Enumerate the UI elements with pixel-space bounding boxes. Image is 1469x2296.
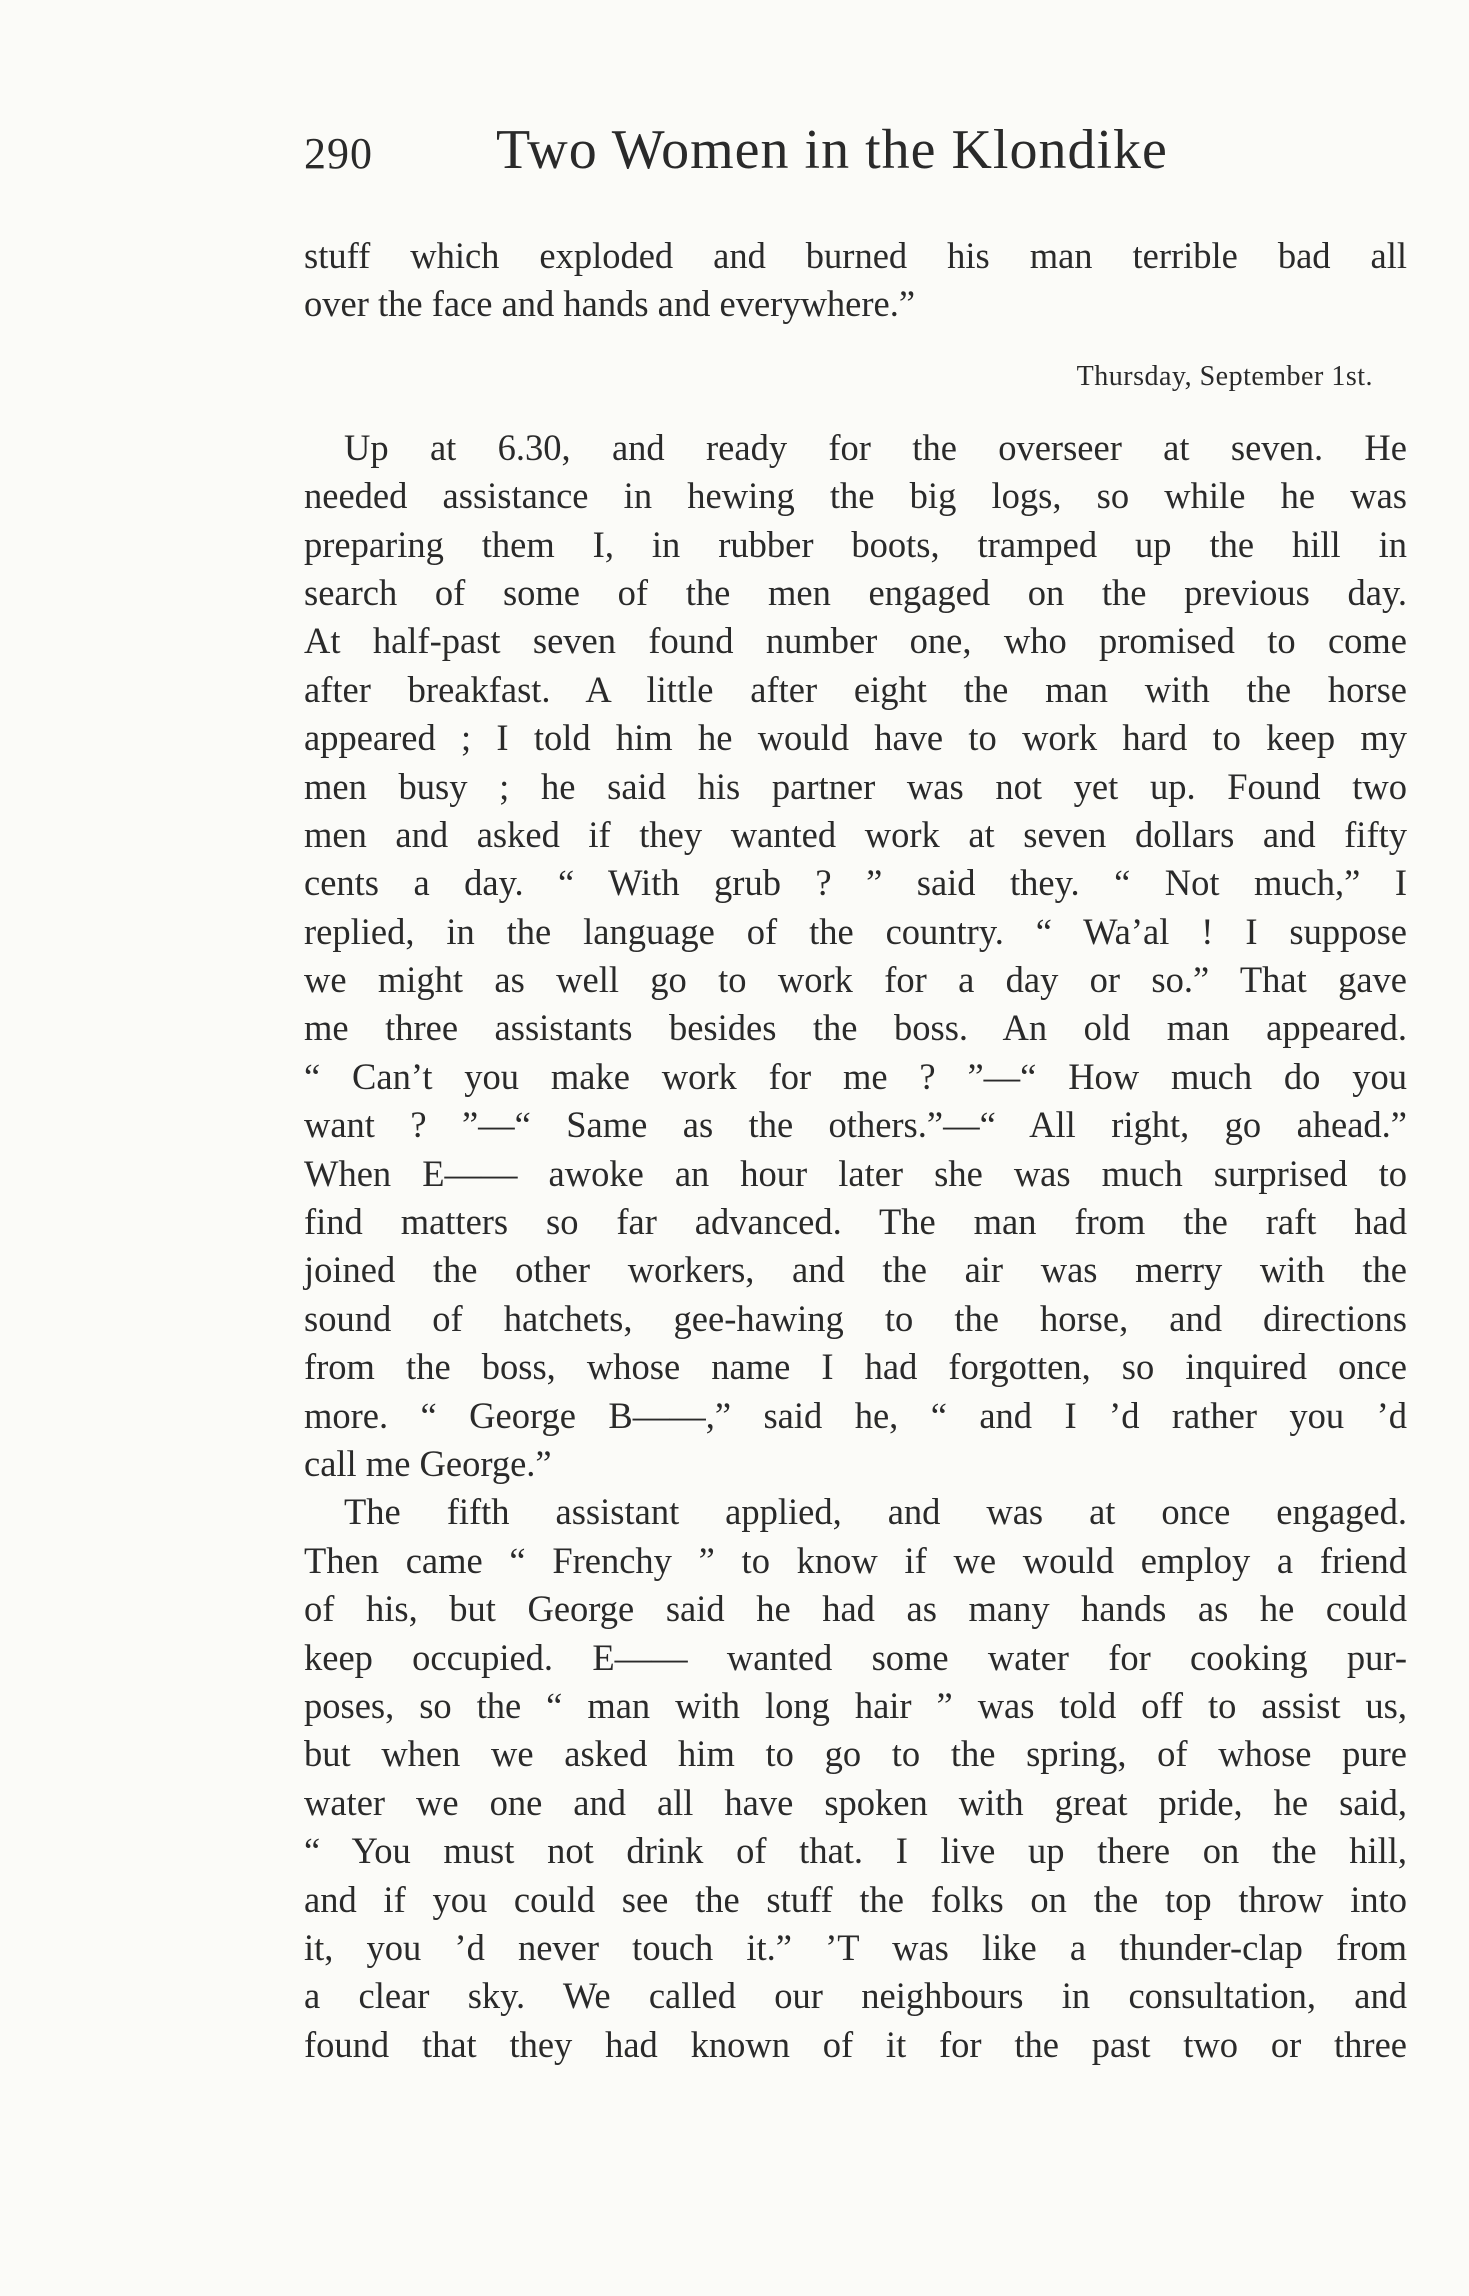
- text-line: me three assistants besides the boss. An old man appeared.: [304, 1007, 1407, 1049]
- text-line: of his, but George said he had as many hands as he could: [304, 1588, 1407, 1630]
- text-line: joined the other workers, and the air was merry with the: [304, 1249, 1407, 1291]
- text-line: we might as well go to work for a day or so.” That gave: [304, 959, 1407, 1001]
- text-line: Then came “ Frenchy ” to know if we would employ a friend: [304, 1539, 1407, 1581]
- text-line: needed assistance in hewing the big logs, so while he was: [304, 475, 1407, 517]
- text-line: poses, so the “ man with long hair ” was told off to assist us,: [304, 1684, 1407, 1726]
- text-line: call me George.”: [304, 1442, 552, 1484]
- text-line: When E—— awoke an hour later she was much surprised to: [304, 1152, 1407, 1194]
- text-line: cents a day. “ With grub ? ” said they. “ Not much,” I: [304, 862, 1407, 904]
- text-line: men busy ; he said his partner was not yet up. Found two: [304, 765, 1407, 807]
- text-line: men and asked if they wanted work at seven dollars and fifty: [304, 813, 1407, 855]
- text-line: water we one and all have spoken with great pride, he said,: [304, 1781, 1407, 1823]
- text-line: want ? ”—“ Same as the others.”—“ All right, go ahead.”: [304, 1104, 1407, 1146]
- text-line: more. “ George B——,” said he, “ and I ’d rather you ’d: [304, 1394, 1407, 1436]
- text-line: “ You must not drink of that. I live up there on the hill,: [304, 1830, 1407, 1872]
- text-line: find matters so far advanced. The man from the raft had: [304, 1201, 1407, 1243]
- text-line: search of some of the men engaged on the previous day.: [304, 571, 1407, 613]
- page-number: 290: [304, 129, 373, 178]
- text-line: sound of hatchets, gee-hawing to the horse, and directions: [304, 1297, 1407, 1339]
- text-line: appeared ; I told him he would have to work hard to keep my: [304, 717, 1407, 759]
- text-line: The fifth assistant applied, and was at once engaged.: [344, 1491, 1407, 1533]
- text-line: but when we asked him to go to the spring, of whose pure: [304, 1733, 1407, 1775]
- text-line: replied, in the language of the country. “ Wa’al ! I suppose: [304, 910, 1407, 952]
- text-line: keep occupied. E—— wanted some water for cooking pur-: [304, 1636, 1407, 1678]
- running-header: [304, 118, 1404, 198]
- text-line: from the boss, whose name I had forgotten, so inquired once: [304, 1346, 1407, 1388]
- page-body: [304, 232, 1407, 2069]
- text-line: At half-past seven found number one, who promised to come: [304, 620, 1407, 662]
- text-line: preparing them I, in rubber boots, tramped up the hill in: [304, 523, 1407, 565]
- text-line: over the face and hands and everywhere.”: [304, 283, 916, 325]
- running-title: Two Women in the Klondike: [496, 119, 1168, 181]
- text-line: and if you could see the stuff the folks on the top throw into: [304, 1878, 1407, 1920]
- text-line: found that they had known of it for the past two or three: [304, 2023, 1407, 2065]
- text-line: “ Can’t you make work for me ? ”—“ How much do you: [304, 1055, 1407, 1097]
- text-line: a clear sky. We called our neighbours in consultation, and: [304, 1975, 1407, 2017]
- text-line: after breakfast. A little after eight the man with the horse: [304, 668, 1407, 710]
- text-line: Up at 6.30, and ready for the overseer at seven. He: [344, 426, 1407, 468]
- text-line: stuff which exploded and burned his man terrible bad all: [304, 235, 1407, 276]
- dateline: Thursday, September 1st.: [1076, 360, 1373, 392]
- text-line: it, you ’d never touch it.” ’T was like a thunder-clap from: [304, 1926, 1407, 1968]
